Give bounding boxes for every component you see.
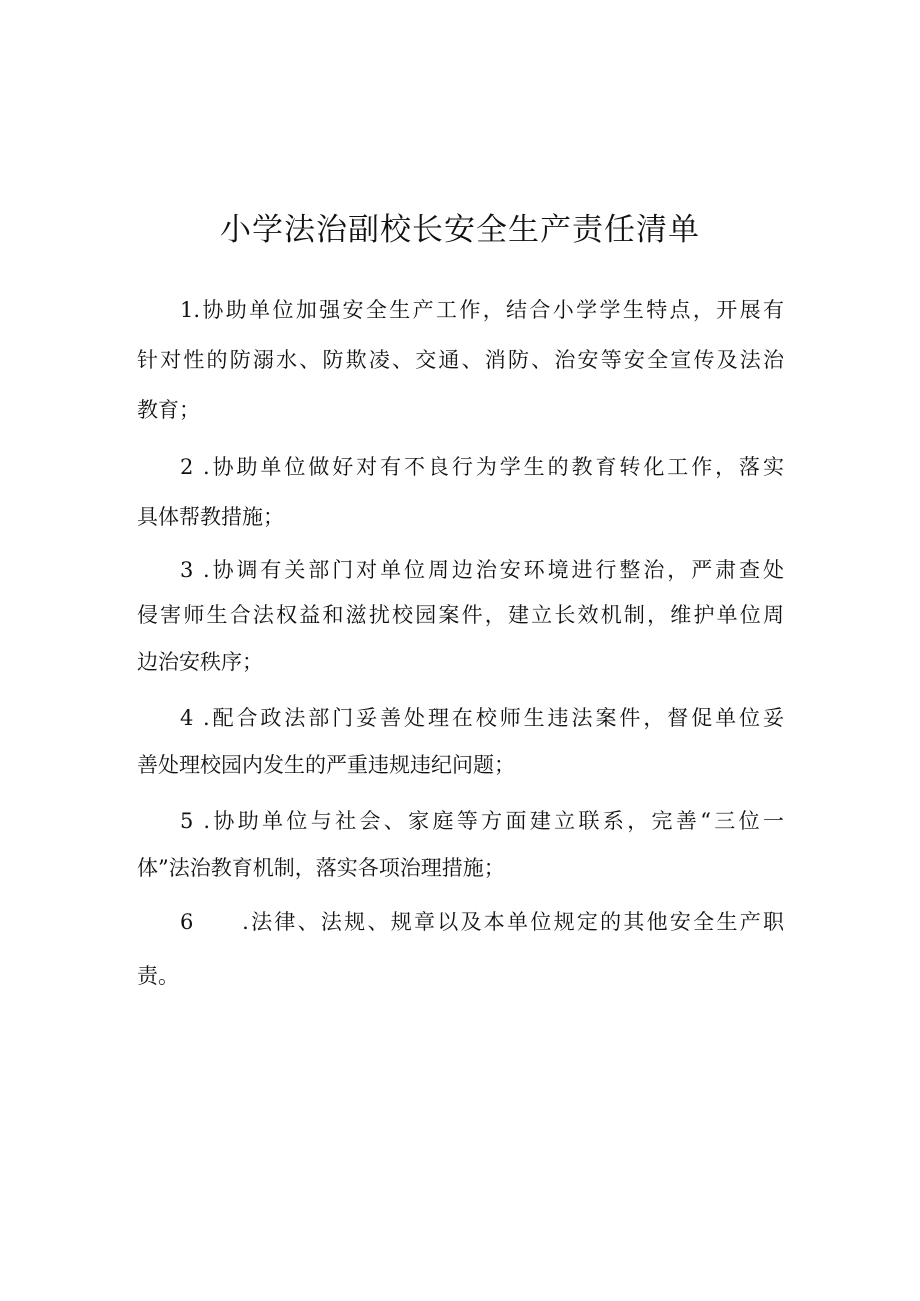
paragraph-1-line-1: 1.协助单位加强安全生产工作，结合小学学生特点，开展有 <box>180 298 784 322</box>
paragraph-3-line-1: 3 .协调有关部门对单位周边治安环境进行整治，严肃查处 <box>180 558 784 582</box>
paragraph-4-line-2: 善处理校园内发生的严重违规违纪问题； <box>137 753 515 777</box>
paragraph-4-line-1: 4 .配合政法部门妥善处理在校师生违法案件，督促单位妥 <box>180 706 784 730</box>
paragraph-5-line-1: 5 .协助单位与社会、家庭等方面建立联系，完善“三位一 <box>180 809 784 833</box>
paragraph-3-line-2: 侵害师生合法权益和滋扰校园案件，建立长效机制，维护单位周 <box>137 603 784 627</box>
page-title: 小学法治副校长安全生产责任清单 <box>220 212 700 248</box>
paragraph-2-line-1: 2 .协助单位做好对有不良行为学生的教育转化工作，落实 <box>180 455 784 479</box>
paragraph-6-line-1: 6 .法律、法规、规章以及本单位规定的其他安全生产职 <box>180 910 784 934</box>
paragraph-1-line-2: 针对性的防溺水、防欺凌、交通、消防、治安等安全宣传及法治 <box>137 348 784 372</box>
paragraph-2-line-2: 具体帮教措施； <box>137 505 284 529</box>
paragraph-6-line-2: 责。 <box>137 964 179 988</box>
paragraph-5-line-2: 体”法治教育机制，落实各项治理措施； <box>137 856 505 880</box>
paragraph-1-line-3: 教育； <box>137 398 200 422</box>
paragraph-3-line-3: 边治安秩序； <box>137 650 263 674</box>
